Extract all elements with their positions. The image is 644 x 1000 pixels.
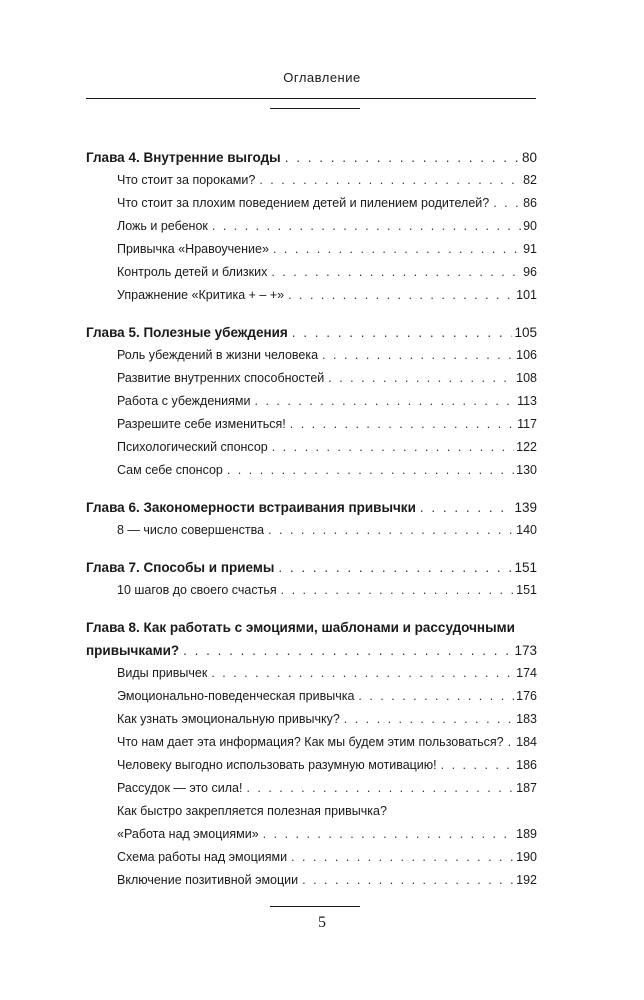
toc-entry: [86, 390, 537, 413]
toc-entry: [86, 754, 537, 777]
toc-entry: [86, 367, 537, 390]
page-ref: 173: [514, 643, 537, 658]
entry-title: Человеку выгодно использовать разумную мотивацию!: [117, 758, 437, 772]
chapter-title: Глава 6. Закономерности встраивания привычки: [86, 500, 416, 515]
dot-leader: [259, 169, 521, 192]
chapter-6: [86, 496, 537, 542]
entry-title: Рассудок — это сила!: [117, 781, 243, 795]
page-ref: 174: [516, 666, 537, 680]
dot-leader: [227, 459, 514, 482]
header-rule: [86, 98, 536, 99]
page-ref: 186: [516, 758, 537, 772]
footer-rule: [270, 906, 360, 907]
page-ref: 140: [516, 523, 537, 537]
page-ref: 91: [523, 242, 537, 256]
toc-entry: [86, 436, 537, 459]
dot-leader: [290, 413, 515, 436]
toc-entry: [86, 846, 537, 869]
entry-title: Как узнать эмоциональную привычку?: [117, 712, 340, 726]
entry-title: Эмоционально-поведенческая привычка: [117, 689, 355, 703]
page-ref: 187: [516, 781, 537, 795]
page-ref: 101: [516, 288, 537, 302]
page-ref: 139: [514, 500, 537, 515]
dot-leader: [271, 261, 521, 284]
toc-entry: [86, 344, 537, 367]
entry-title: Роль убеждений в жизни человека: [117, 348, 319, 362]
entry-title: Работа с убеждениями: [117, 394, 251, 408]
page-ref: 80: [521, 150, 537, 165]
entry-title: Схема работы над эмоциями: [117, 850, 288, 864]
toc-entry: [86, 777, 537, 800]
entry-title: Контроль детей и близких: [117, 265, 268, 279]
dot-leader: [268, 519, 514, 542]
page-ref: 105: [514, 325, 537, 340]
toc-entry: [86, 192, 537, 215]
page-ref: 117: [517, 417, 537, 431]
toc-entry: [86, 662, 537, 685]
page-number: 5: [318, 914, 326, 931]
entry-title: 10 шагов до своего счастья: [117, 583, 277, 597]
dot-leader: [255, 390, 516, 413]
entry-title: Что нам дает эта информация? Как мы будем этим пользоваться?: [117, 735, 504, 749]
entry-title: Психологический спонсор: [117, 440, 268, 454]
dot-leader: [441, 754, 514, 777]
dot-leader: [328, 367, 514, 390]
dot-leader: [493, 192, 521, 215]
entry-title: Виды привычек: [117, 666, 208, 680]
page-ref: 184: [516, 735, 537, 749]
chapter-heading: [86, 321, 537, 344]
dot-leader: [292, 321, 513, 344]
page-ref: 192: [516, 873, 537, 887]
dot-leader: [183, 639, 512, 662]
page-ref: 183: [516, 712, 537, 726]
toc-entry: [86, 708, 537, 731]
dot-leader: [211, 662, 514, 685]
page-ref: 108: [516, 371, 537, 385]
dot-leader: [344, 708, 514, 731]
page-ref: 113: [517, 394, 537, 408]
chapter-7: [86, 556, 537, 602]
dot-leader: [358, 685, 514, 708]
entry-title: Ложь и ребенок: [117, 219, 208, 233]
chapter-8: [86, 616, 537, 892]
entry-title: Что стоит за пороками?: [117, 173, 256, 187]
chapter-5: [86, 321, 537, 482]
dot-leader: [420, 496, 513, 519]
toc-entry: [86, 261, 537, 284]
page-ref: 151: [516, 583, 537, 597]
page-ref: 96: [523, 265, 537, 279]
page-ref: 86: [523, 196, 537, 210]
chapter-heading: [86, 496, 537, 519]
header-subrule: [270, 108, 360, 109]
chapter-4: [86, 146, 537, 307]
toc-entry: [86, 284, 537, 307]
toc-entry: [86, 869, 537, 892]
running-header: Оглавление: [283, 70, 361, 85]
toc-entry: [86, 215, 537, 238]
entry-title: Включение позитивной эмоции: [117, 873, 299, 887]
toc-entry: [86, 579, 537, 602]
toc-entry: [86, 519, 537, 542]
entry-title: Развитие внутренних способностей: [117, 371, 325, 385]
dot-leader: [273, 238, 521, 261]
toc-entry: [86, 413, 537, 436]
dot-leader: [278, 556, 512, 579]
entry-title: 8 — число совершенства: [117, 523, 265, 537]
entry-title: Разрешите себе измениться!: [117, 417, 286, 431]
dot-leader: [302, 869, 514, 892]
dot-leader: [285, 146, 520, 169]
dot-leader: [291, 846, 514, 869]
chapter-title-line2: привычками?: [86, 643, 180, 658]
page-ref: 82: [523, 173, 537, 187]
entry-title: Привычка «Нравоучение»: [117, 242, 269, 256]
dot-leader: [322, 344, 514, 367]
page-ref: 106: [516, 348, 537, 362]
toc-entry: [86, 459, 537, 482]
page-ref: 90: [523, 219, 537, 233]
toc-entry: [86, 238, 537, 261]
chapter-title: Глава 4. Внутренние выгоды: [86, 150, 281, 165]
chapter-title: Глава 5. Полезные убеждения: [86, 325, 288, 340]
dot-leader: [272, 436, 514, 459]
toc-entry: [86, 685, 537, 708]
page-ref: 122: [516, 440, 537, 454]
dot-leader: [288, 284, 514, 307]
dot-leader: [281, 579, 515, 602]
page-ref: 189: [516, 827, 537, 841]
entry-title: Упражнение «Критика + – +»: [117, 288, 285, 302]
chapter-heading: [86, 639, 537, 662]
chapter-heading: [86, 556, 537, 579]
chapter-heading: [86, 146, 537, 169]
toc-entry: [86, 823, 537, 846]
page-ref: 151: [514, 560, 537, 575]
dot-leader: [246, 777, 514, 800]
dot-leader: [263, 823, 514, 846]
entry-title: Сам себе спонсор: [117, 463, 223, 477]
page-ref: 176: [516, 689, 537, 703]
page-ref: 190: [516, 850, 537, 864]
chapter-title-line1: Глава 8. Как работать с эмоциями, шаблонами и рассудочными: [86, 620, 515, 635]
chapter-title: Глава 7. Способы и приемы: [86, 560, 275, 575]
entry-title-line1: Как быстро закрепляется полезная привычка?: [117, 804, 387, 818]
toc-entry: [86, 169, 537, 192]
dot-leader: [212, 215, 521, 238]
table-of-contents: [86, 146, 537, 906]
page-ref: 130: [516, 463, 537, 477]
toc-entry: [86, 731, 537, 754]
entry-title: Что стоит за плохим поведением детей и пилением родителей?: [117, 196, 490, 210]
entry-title-line2: «Работа над эмоциями»: [117, 827, 259, 841]
